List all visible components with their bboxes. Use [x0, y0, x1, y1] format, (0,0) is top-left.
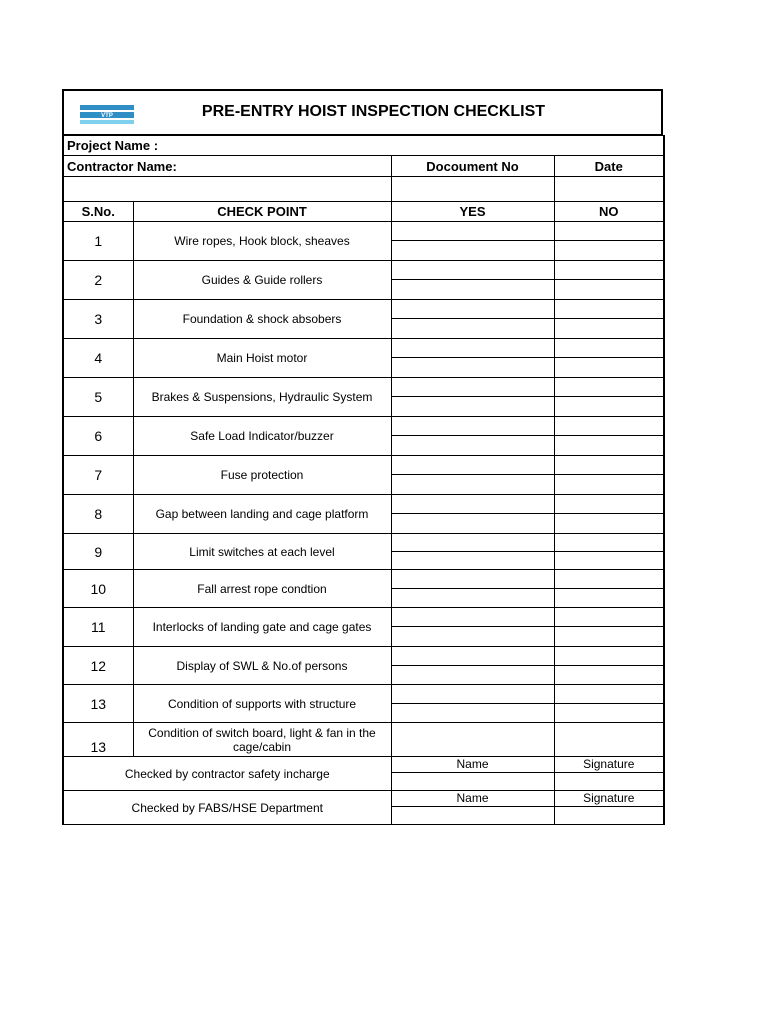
no-cell[interactable]	[554, 300, 664, 319]
date-field[interactable]	[554, 177, 664, 202]
no-cell[interactable]	[554, 514, 664, 534]
no-cell[interactable]	[554, 534, 664, 552]
no-cell[interactable]	[554, 280, 664, 300]
table-row	[63, 570, 664, 589]
signoff-row	[63, 757, 664, 773]
table-row	[63, 222, 664, 241]
signoff-label: Checked by contractor safety incharge	[63, 757, 391, 791]
no-cell[interactable]	[554, 647, 664, 666]
yes-cell[interactable]	[391, 319, 554, 339]
no-cell[interactable]	[554, 417, 664, 436]
yes-cell[interactable]	[391, 456, 554, 475]
no-cell[interactable]	[554, 704, 664, 723]
signoff-name-label: Name	[391, 757, 554, 773]
no-cell[interactable]	[554, 570, 664, 589]
signoff-signature-label: Signature	[554, 757, 664, 773]
logo-text: VTP	[101, 113, 113, 119]
item-sno: 9	[63, 534, 133, 570]
yes-cell[interactable]	[391, 300, 554, 319]
yes-cell[interactable]	[391, 280, 554, 300]
no-cell[interactable]	[554, 378, 664, 397]
item-check-point: Fuse protection	[133, 456, 391, 495]
yes-cell[interactable]	[391, 514, 554, 534]
checklist-sheet	[62, 89, 663, 825]
document-no-field[interactable]	[391, 177, 554, 202]
signoff-name-label: Name	[391, 791, 554, 807]
signoff-signature-field[interactable]	[554, 773, 664, 791]
table-row	[63, 685, 664, 704]
no-cell[interactable]	[554, 456, 664, 475]
yes-cell[interactable]	[391, 704, 554, 723]
yes-cell[interactable]	[391, 358, 554, 378]
no-cell[interactable]	[554, 397, 664, 417]
col-header-check-point: CHECK POINT	[133, 202, 391, 222]
signoff-name-field[interactable]	[391, 773, 554, 791]
item-sno: 1	[63, 222, 133, 261]
yes-cell[interactable]	[391, 647, 554, 666]
table-row	[63, 495, 664, 514]
item-check-point: Interlocks of landing gate and cage gates	[133, 608, 391, 647]
item-check-point: Gap between landing and cage platform	[133, 495, 391, 534]
signoff-label: Checked by FABS/HSE Department	[63, 791, 391, 825]
no-cell[interactable]	[554, 608, 664, 627]
yes-cell[interactable]	[391, 475, 554, 495]
no-cell[interactable]	[554, 241, 664, 261]
item-sno: 2	[63, 261, 133, 300]
title-box	[62, 89, 663, 135]
yes-cell[interactable]	[391, 570, 554, 589]
item-check-point: Fall arrest rope condtion	[133, 570, 391, 608]
item-sno: 12	[63, 647, 133, 685]
no-cell[interactable]	[554, 339, 664, 358]
document-no-label: Docoument No	[391, 156, 554, 177]
table-row	[63, 417, 664, 436]
table-row	[63, 534, 664, 552]
contractor-name-field[interactable]	[63, 177, 391, 202]
contractor-name-label: Contractor Name:	[63, 156, 391, 177]
yes-cell[interactable]	[391, 436, 554, 456]
col-header-yes: YES	[391, 202, 554, 222]
table-row	[63, 261, 664, 280]
item-sno: 11	[63, 608, 133, 647]
no-cell[interactable]	[554, 627, 664, 647]
table-row	[63, 723, 664, 757]
yes-cell[interactable]	[391, 608, 554, 627]
item-check-point: Safe Load Indicator/buzzer	[133, 417, 391, 456]
yes-cell[interactable]	[391, 685, 554, 704]
item-check-point: Wire ropes, Hook block, sheaves	[133, 222, 391, 261]
no-cell[interactable]	[554, 261, 664, 280]
no-cell[interactable]	[554, 589, 664, 608]
yes-cell[interactable]	[391, 417, 554, 436]
signoff-row	[63, 791, 664, 807]
page-title: PRE-ENTRY HOIST INSPECTION CHECKLIST	[201, 103, 546, 120]
table-row	[63, 608, 664, 627]
item-sno: 4	[63, 339, 133, 378]
no-cell[interactable]	[554, 552, 664, 570]
yes-cell[interactable]	[391, 552, 554, 570]
table-row	[63, 339, 664, 358]
item-check-point: Display of SWL & No.of persons	[133, 647, 391, 685]
col-header-no: NO	[554, 202, 664, 222]
no-cell[interactable]	[554, 319, 664, 339]
yes-cell[interactable]	[391, 627, 554, 647]
item-sno: 10	[63, 570, 133, 608]
item-check-point: Brakes & Suspensions, Hydraulic System	[133, 378, 391, 417]
col-header-sno: S.No.	[63, 202, 133, 222]
yes-cell[interactable]	[391, 495, 554, 514]
no-cell[interactable]	[554, 723, 664, 757]
no-cell[interactable]	[554, 436, 664, 456]
signoff-signature-label: Signature	[554, 791, 664, 807]
checklist-table	[62, 135, 665, 825]
item-check-point: Foundation & shock absobers	[133, 300, 391, 339]
item-sno: 13	[63, 685, 133, 723]
table-row	[63, 456, 664, 475]
yes-cell[interactable]	[391, 261, 554, 280]
table-row	[63, 647, 664, 666]
signoff-name-field[interactable]	[391, 807, 554, 825]
table-row	[63, 378, 664, 397]
yes-cell[interactable]	[391, 241, 554, 261]
no-cell[interactable]	[554, 358, 664, 378]
item-sno: 5	[63, 378, 133, 417]
no-cell[interactable]	[554, 222, 664, 241]
item-sno: 3	[63, 300, 133, 339]
yes-cell[interactable]	[391, 534, 554, 552]
table-row	[63, 300, 664, 319]
no-cell[interactable]	[554, 475, 664, 495]
signoff-signature-field[interactable]	[554, 807, 664, 825]
item-check-point: Condition of supports with structure	[133, 685, 391, 723]
item-check-point: Limit switches at each level	[133, 534, 391, 570]
item-sno: 8	[63, 495, 133, 534]
yes-cell[interactable]	[391, 378, 554, 397]
yes-cell[interactable]	[391, 222, 554, 241]
date-label: Date	[554, 156, 664, 177]
item-check-point: Condition of switch board, light & fan in the cage/cabin	[133, 723, 391, 757]
yes-cell[interactable]	[391, 397, 554, 417]
no-cell[interactable]	[554, 495, 664, 514]
item-sno: 6	[63, 417, 133, 456]
no-cell[interactable]	[554, 685, 664, 704]
yes-cell[interactable]	[391, 339, 554, 358]
yes-cell[interactable]	[391, 666, 554, 685]
item-check-point: Guides & Guide rollers	[133, 261, 391, 300]
item-sno: 13	[63, 723, 133, 757]
no-cell[interactable]	[554, 666, 664, 685]
item-check-point: Main Hoist motor	[133, 339, 391, 378]
yes-cell[interactable]	[391, 589, 554, 608]
project-name-label: Project Name :	[63, 136, 664, 156]
yes-cell[interactable]	[391, 723, 554, 757]
item-sno: 7	[63, 456, 133, 495]
